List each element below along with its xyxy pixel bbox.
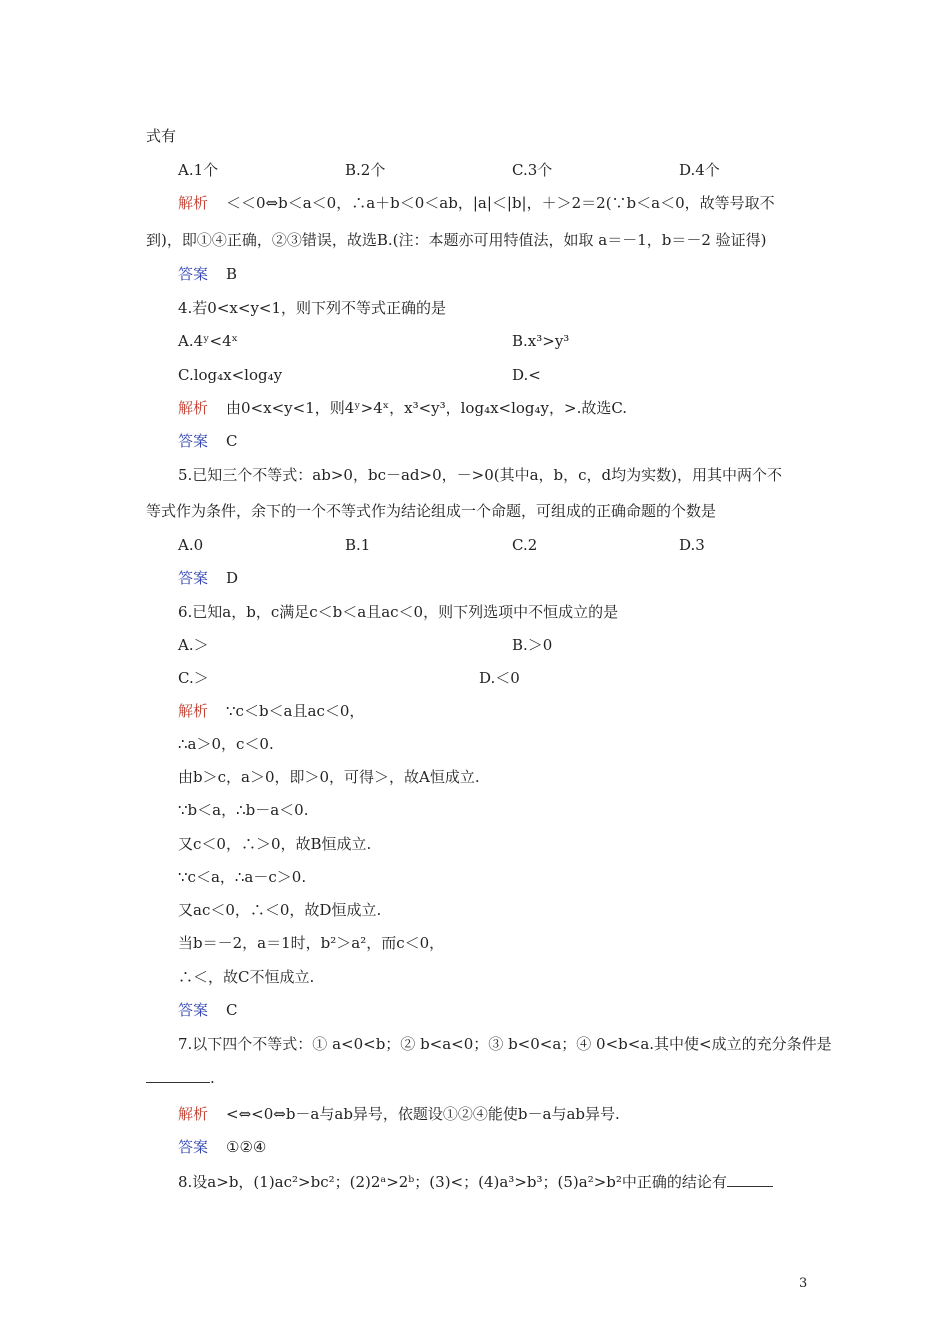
q6-option-d: D.＜0 [479, 669, 520, 687]
q3-option-c: C.3个 [512, 161, 553, 179]
q3-option-d: D.4个 [679, 161, 720, 179]
analysis-label: 解析 [178, 194, 209, 212]
q6-answer-value: C [226, 1001, 238, 1019]
q3-analysis-line-2: 到)，即①④正确，②③错误，故选B.(注：本题亦可用特值法，如取 a＝－1，b＝－2 验证得) [146, 231, 767, 249]
q3-answer [178, 264, 237, 284]
q6-option-b: B.＞0 [512, 636, 553, 654]
q5-answer-value: D [226, 569, 239, 587]
q4-option-a: A.4ʸ<4ˣ [178, 332, 238, 350]
q6-stem: 6.已知a，b，c满足c＜b＜a且ac＜0，则下列选项中不恒成立的是 [178, 603, 619, 621]
q6-analysis-line-9: ∴＜，故C不恒成立. [178, 968, 315, 986]
q6-analysis-line-1 [178, 701, 364, 721]
q3-answer-value: B [226, 265, 238, 283]
answer-label: 答案 [178, 1138, 209, 1156]
q6-option-c: C.＞ [178, 669, 209, 687]
q4-answer-value: C [226, 432, 238, 450]
q5-option-a: A.0 [178, 536, 204, 554]
q3-analysis-text-1: ＜＜0⇔b＜a＜0，∴a＋b＜0＜ab，|a|＜|b|，＋＞2＝2(∵b＜a＜0，故等号取不 [226, 194, 775, 212]
q3-option-b: B.2个 [345, 161, 386, 179]
q4-option-c: C.log₄x<log₄y [178, 366, 283, 384]
q6-analysis-line-6: ∵c＜a，∴a－c＞0. [178, 868, 307, 886]
q8-answer-blank [727, 1186, 773, 1187]
answer-label: 答案 [178, 265, 209, 283]
q4-option-b: B.x³>y³ [512, 332, 570, 350]
q3-analysis-line-1 [178, 193, 775, 213]
q8-stem-text: 8.设a>b，(1)ac²>bc²；(2)2ᵃ>2ᵇ；(3)<；(4)a³>b³；(5)a²>b²中正确的结论有 [178, 1173, 727, 1191]
analysis-label: 解析 [178, 702, 209, 720]
q6-analysis-text-1: ∵c＜b＜a且ac＜0， [226, 702, 365, 720]
q4-analysis-text: 由0<x<y<1，则4ʸ>4ˣ，x³<y³，log₄x<log₄y，>.故选C. [226, 399, 628, 417]
q6-option-a: A.＞ [178, 636, 209, 654]
page-number: 3 [799, 1276, 808, 1291]
q6-analysis-line-7: 又ac＜0，∴＜0，故D恒成立. [178, 901, 382, 919]
q3-option-a: A.1个 [178, 161, 219, 179]
q4-stem: 4.若0<x<y<1，则下列不等式正确的是 [178, 299, 447, 317]
q7-analysis [178, 1104, 620, 1124]
q5-option-b: B.1 [345, 536, 371, 554]
answer-label: 答案 [178, 569, 209, 587]
answer-label: 答案 [178, 432, 209, 450]
q8-stem [178, 1172, 773, 1192]
q5-option-d: D.3 [679, 536, 705, 554]
answer-label: 答案 [178, 1001, 209, 1019]
q6-analysis-line-3: 由b＞c，a＞0，即＞0，可得＞，故A恒成立. [178, 768, 480, 786]
q7-blank-line [146, 1068, 215, 1088]
q4-option-d: D.< [512, 366, 541, 384]
q7-stem-end: . [210, 1069, 215, 1087]
q4-answer [178, 431, 238, 451]
q4-analysis [178, 398, 627, 418]
q6-analysis-line-2: ∴a＞0，c＜0. [178, 735, 274, 753]
q5-stem-line-2: 等式作为条件，余下的一个不等式作为结论组成一个命题，可组成的正确命题的个数是 [146, 502, 717, 520]
q3-stem-tail: 式有 [146, 127, 177, 145]
q5-stem-line-1: 5.已知三个不等式：ab>0，bc－ad>0，－>0(其中a，b，c，d均为实数)，用其中两个不 [178, 466, 782, 484]
analysis-label: 解析 [178, 399, 209, 417]
q7-stem: 7.以下四个不等式：① a<0<b；② b<a<0；③ b<0<a；④ 0<b<a.其中使<成立的充分条件是 [178, 1035, 832, 1053]
q5-option-c: C.2 [512, 536, 538, 554]
q5-answer [178, 568, 238, 588]
analysis-label: 解析 [178, 1105, 209, 1123]
q6-answer [178, 1000, 238, 1020]
q7-answer-blank [146, 1082, 210, 1083]
q6-analysis-line-5: 又c＜0，∴＞0，故B恒成立. [178, 835, 372, 853]
q6-analysis-line-4: ∵b＜a，∴b－a＜0. [178, 801, 309, 819]
q7-answer-value: ①②④ [226, 1138, 267, 1156]
q7-analysis-text: <⇔<0⇔b－a与ab异号，依题设①②④能使b－a与ab异号. [226, 1105, 620, 1123]
q6-analysis-line-8: 当b＝－2，a＝1时，b²＞a²，而c＜0， [178, 934, 445, 952]
q7-answer [178, 1137, 266, 1157]
